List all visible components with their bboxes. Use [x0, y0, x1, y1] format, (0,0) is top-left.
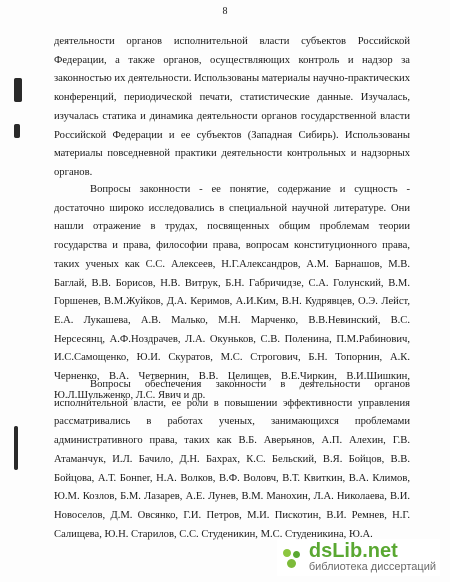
paragraph-legality-research — [54, 181, 410, 405]
paragraph-text: Вопросы законности - ее понятие, содержание и сущность - достаточно широко исследовались в специальной научной литературе. Они нашли отражение в трудах, посвященных общим проблемам теории государства и права, философии права, вопросам конституционного права, таких ученых как С.С. Алексеев, Н.Г.Александров, А.М. Барнашов, М.В. Баглай, В.В. Борисов, Н.В. Витрук, Б.Н. Габричидзе, С.А. Голунский, В.М. Горшенев, В.М.Жуйков, Д.А. Керимов, А.И.Ким, В.Н. Кудрявцев, О.Э. Лейст, Е.А. Лукашева, А.В. Малько, М.Н. Марченко, В.В.Невинский, В.С. Нерсесянц, А.Ф.Ноздрачев, Л.А. Окуньков, С.В. Поленина, П.М.Рабинович, И.С.Самощенко, Ю.И. Скуратов, М.С. Строгович, Б.Н. Топорнин, А.К. Черненко, В.А. Четвернин, В.В. Целищев, В.Е.Чиркин, В.И.Шишкин, Ю.Л.Шульженко, Л.С. Явич и др. — [54, 184, 410, 401]
paragraph-sources — [54, 33, 410, 183]
dslib-watermark — [277, 539, 440, 576]
watermark-subtitle: библиотека диссертаций — [308, 561, 436, 574]
scan-artifact-mark — [14, 124, 20, 138]
page-number: 8 — [222, 6, 228, 17]
scan-artifact-mark — [14, 78, 22, 102]
scan-artifact-mark — [14, 426, 18, 470]
paragraph-text: деятельности органов исполнительной власти субъектов Российской Федерации, а также органов, осуществляющих контроль и надзор за законностью их деятельности. Использованы материалы научно-практических конференций, периодической печати, статистические данные. Изучалась, изучалась статика и динамика деятельности органов государственной власти Российской Федерации и ее субъектов (Западная Сибирь). Использованы материалы повседневной практики деятельности контрольных и надзорных органов. — [54, 36, 410, 178]
paragraph-executive-legality — [54, 376, 410, 544]
dslib-logo-icon — [281, 547, 303, 569]
paragraph-text: Вопросы обеспечения законности в деятельности органов исполнительной власти, ее роли в повышении эффективности управления рассматривались в работах ученых, занимающихся проблемами административного права, таких как В.Б. Аверьянов, А.П. Алехин, Г.В. Атаманчук, И.Л. Бачило, Д.Н. Бахрах, К.С. Бельский, В.Я. Бойцов, В.В. Бойцова, А.Т. Бонner, Н.А. Волков, В.Ф. Воловч, В.Т. Квиткин, В.А. Климов, Ю.М. Козлов, Б.М. Лазарев, А.Е. Лунев, В.М. Манохин, Л.А. Николаева, В.И. Новоселов, Д.М. Овсянко, Г.И. Петров, М.И. Пискотин, В.И. Ремнев, Н.Г. Салищева, Ю.Н. Старилов, С.С. Студеникин, М.С. Студеникина, Ю.А. — [54, 379, 410, 540]
watermark-brand: dsLib.net — [308, 540, 398, 563]
